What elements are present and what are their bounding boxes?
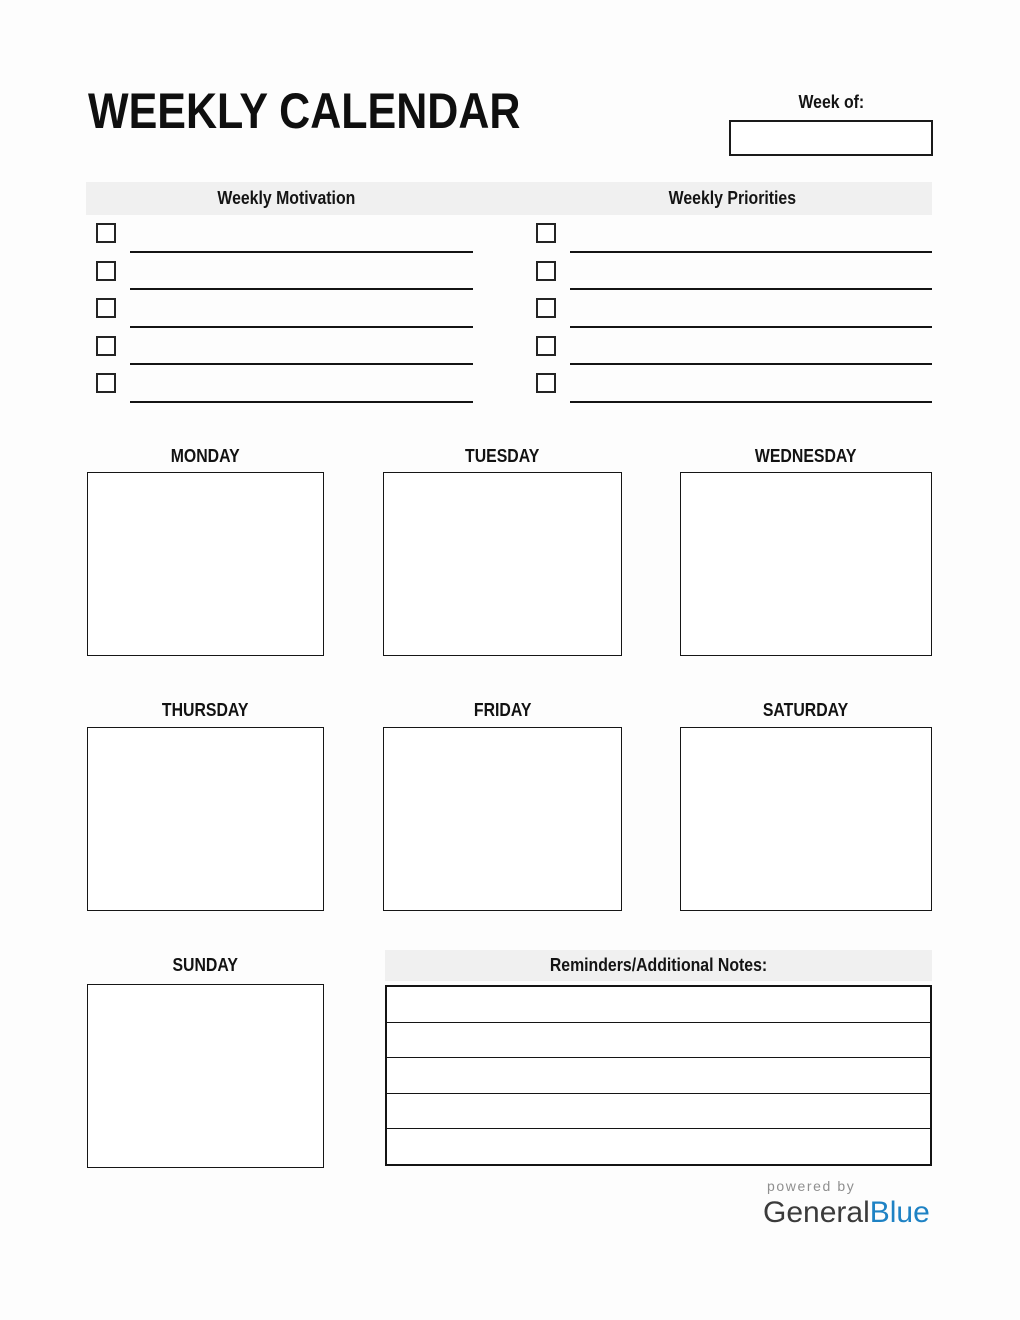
priority-row-3 xyxy=(526,290,932,328)
motivation-write-line-5[interactable] xyxy=(130,401,473,403)
reminders-row-2[interactable] xyxy=(387,1023,930,1059)
weekly-motivation-list xyxy=(86,215,473,403)
day-label-wednesday: WEDNESDAY xyxy=(755,446,857,466)
priority-checkbox-1[interactable] xyxy=(536,223,556,243)
priority-row-5 xyxy=(526,365,932,403)
priority-checkbox-2[interactable] xyxy=(536,261,556,281)
weekly-priorities-header: Weekly Priorities xyxy=(668,188,796,208)
day-label-saturday: SATURDAY xyxy=(763,700,849,720)
day-label-tuesday: TUESDAY xyxy=(465,446,540,466)
weekly-priorities-list xyxy=(526,215,932,403)
motivation-checkbox-4[interactable] xyxy=(96,336,116,356)
motivation-row-5 xyxy=(86,365,473,403)
powered-by-text: powered by xyxy=(767,1178,856,1194)
day-box-sunday[interactable] xyxy=(87,984,324,1168)
priority-row-2 xyxy=(526,253,932,291)
motivation-checkbox-2[interactable] xyxy=(96,261,116,281)
motivation-row-4 xyxy=(86,328,473,366)
page-title: WEEKLY CALENDAR xyxy=(88,83,521,139)
day-label-friday: FRIDAY xyxy=(473,700,532,720)
day-box-monday[interactable] xyxy=(87,472,324,656)
priority-row-4 xyxy=(526,328,932,366)
brand-accent-text: Blue xyxy=(869,1196,930,1229)
brand-primary-text: General xyxy=(763,1196,870,1229)
day-box-thursday[interactable] xyxy=(87,727,324,911)
list-section-header-band xyxy=(86,182,932,215)
reminders-row-5[interactable] xyxy=(387,1129,930,1164)
reminders-row-4[interactable] xyxy=(387,1094,930,1130)
weekly-motivation-header: Weekly Motivation xyxy=(217,188,355,208)
priority-checkbox-4[interactable] xyxy=(536,336,556,356)
motivation-checkbox-3[interactable] xyxy=(96,298,116,318)
day-box-tuesday[interactable] xyxy=(383,472,622,656)
motivation-row-1 xyxy=(86,215,473,253)
priority-checkbox-5[interactable] xyxy=(536,373,556,393)
motivation-row-2 xyxy=(86,253,473,291)
day-label-thursday: THURSDAY xyxy=(162,700,249,720)
reminders-header: Reminders/Additional Notes: xyxy=(385,950,932,981)
motivation-row-3 xyxy=(86,290,473,328)
priority-checkbox-3[interactable] xyxy=(536,298,556,318)
priority-row-1 xyxy=(526,215,932,253)
day-box-wednesday[interactable] xyxy=(680,472,932,656)
general-blue-logo xyxy=(763,1196,930,1230)
reminders-table xyxy=(385,985,932,1166)
priority-write-line-5[interactable] xyxy=(570,401,932,403)
motivation-checkbox-5[interactable] xyxy=(96,373,116,393)
day-label-monday: MONDAY xyxy=(171,446,240,466)
week-of-label: Week of: xyxy=(798,92,864,112)
reminders-row-1[interactable] xyxy=(387,987,930,1023)
day-box-friday[interactable] xyxy=(383,727,622,911)
week-of-input[interactable] xyxy=(729,120,933,156)
reminders-row-3[interactable] xyxy=(387,1058,930,1094)
day-box-saturday[interactable] xyxy=(680,727,932,911)
motivation-checkbox-1[interactable] xyxy=(96,223,116,243)
day-label-sunday: SUNDAY xyxy=(172,955,239,975)
